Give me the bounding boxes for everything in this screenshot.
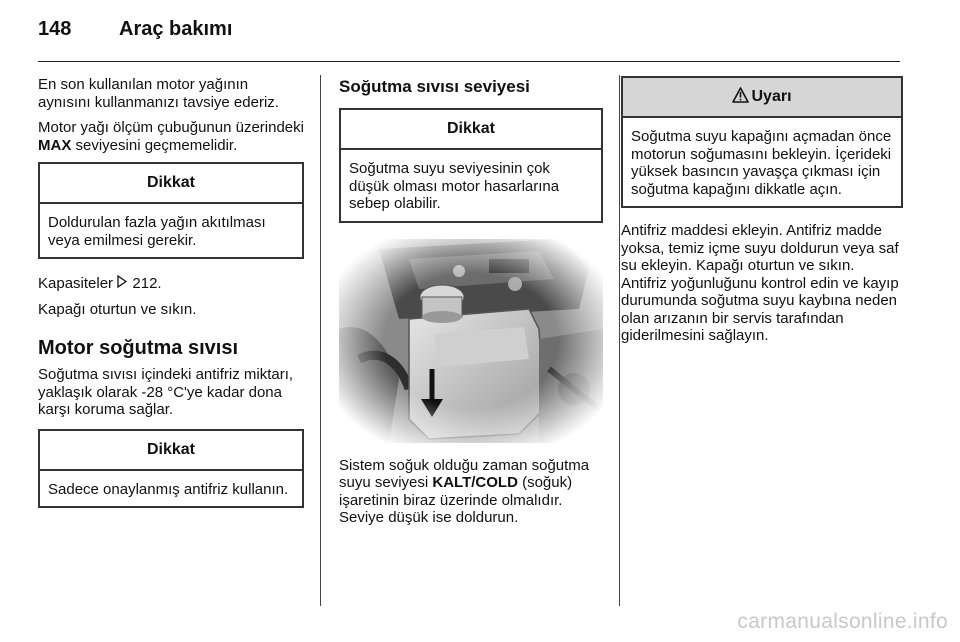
notice-title: Dikkat [341,110,601,150]
oil-max-text: Motor yağı ölçüm çubuğunun üzerindeki MAX seviyesini geçmemelidir. [38,119,304,154]
antifreeze-protection-text: Soğutma sıvısı içindeki antifriz miktarı, yaklaşık olarak -28 °C'ye kadar dona karşı koruma sağlar. [38,366,294,418]
max-mark-label: MAX [38,136,72,154]
section-heading-coolant: Motor soğutma sıvısı [38,337,239,359]
coolant-level-text: Sistem soğuk olduğu zaman soğutma suyu seviyesi KALT/COLD (soğuk) işaretinin biraz üzerinde olmalıdır. Seviye düşük ise doldurun. [339,456,590,526]
notice-box-coolant-level [339,108,603,223]
column-divider-right [619,75,620,606]
oil-recommendation-text: En son kullanılan motor yağının aynısını kullanmanızı tavsiye ederiz. [38,76,279,111]
close-cap-text: Kapağı oturtun ve sıkın. [38,300,197,318]
warning-body: Soğutma suyu kapağını açmadan önce motorun soğumasını bekleyin. İçerideki yüksek basıncın yavaşça çıkması için soğutma kapağını dikkatle açın. [631,128,892,198]
notice-box-antifreeze [38,429,304,509]
section-heading-coolant-level: Soğutma sıvısı seviyesi [339,77,530,96]
header-rule [38,61,900,62]
engine-coolant-reservoir-photo [339,239,603,443]
antifreeze-instructions-text: Antifriz maddesi ekleyin. Antifriz madde yoksa, temiz içme suyu doldurun veya saf su ekleyin. Kapağı oturtun ve sıkın. Antifriz yoğunluğunu kontrol edin ve kayıp durumunda soğutma suyu kaybına neden olan arızanın bir servis tarafından giderilmesini sağlayın. [621,222,899,344]
warning-triangle-icon [732,87,749,108]
warning-box [621,76,903,208]
watermark: carmanualsonline.info [737,610,948,633]
page-title: Araç bakımı [119,18,233,40]
column-divider-left [320,75,321,606]
notice-title: Dikkat [40,164,302,204]
warning-title-bar [623,78,901,118]
notice-title: Dikkat [40,431,302,471]
column-left [38,76,304,524]
capacities-reference[interactable]: Kapasiteler 212. [38,275,162,292]
notice-body: Doldurulan fazla yağın akıtılması veya emilmesi gerekir. [48,214,266,249]
kalt-cold-mark-label: KALT/COLD [432,474,518,491]
notice-body: Soğutma suyu seviyesinin çok düşük olması motor hasarlarına sebep olabilir. [349,160,560,212]
column-middle [339,76,603,535]
warning-title: Uyarı [751,88,792,106]
page-header [0,0,960,62]
notice-box-oil [38,162,304,259]
notice-body: Sadece onaylanmış antifriz kullanın. [48,480,289,498]
column-right [621,76,903,353]
page-number: 148 [38,18,72,40]
page-ref-arrow-icon [117,275,128,292]
